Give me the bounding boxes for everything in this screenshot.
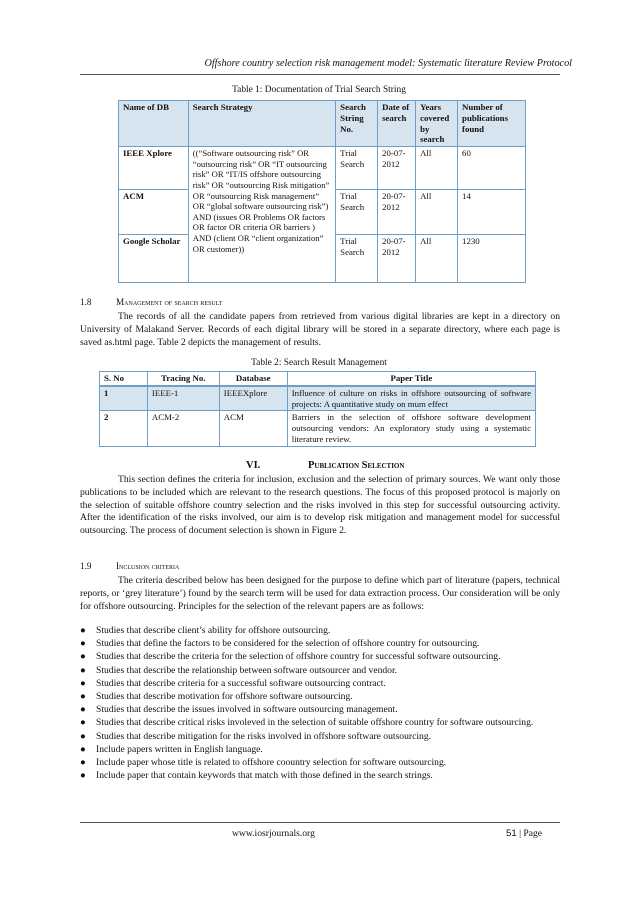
list-item: ● Include papers written in English language. [80,743,263,755]
list-item: ● Include paper that contain keywords that match with those defined in the search strings. [80,770,433,782]
table2-header-cell: Database [219,372,287,386]
page-number: 51 [506,828,517,839]
table2-header-cell: S. No [100,372,148,386]
table2-row [100,386,536,411]
search-string-cell: Trial Search [336,235,378,283]
section-title: Management of search result [116,297,223,307]
count-cell: 60 [458,147,526,190]
header-divider [80,74,560,75]
bullet-icon: ● [80,677,86,689]
list-item: ● Studies that describe motivation for offshore software outsourcing. [80,691,353,703]
years-cell: All [416,147,458,190]
paper-title-cell: Barriers in the selection of offshore software development outsourcing vendors: An exploratory study using a systematic literature review. [287,411,535,446]
table1-row [119,147,526,190]
date-cell: 20-07-2012 [378,147,416,190]
list-item: ● Studies that describe the issues involved in software outsourcing management. [80,704,398,716]
db-name-cell: ACM [119,190,189,235]
count-cell: 1230 [458,235,526,283]
db-name-cell: IEEE Xplore [119,147,189,190]
running-header: Offshore country selection risk management model: Systematic literature Review Protocol [204,58,572,69]
list-item: ● Include paper whose title is related to offshore coountry selection for software outsourcing. [80,757,447,769]
bullet-icon: ● [80,743,86,755]
section-number: VI. [246,460,261,471]
sno-cell: 2 [100,411,148,446]
count-cell: 14 [458,190,526,235]
date-cell: 20-07-2012 [378,190,416,235]
bullet-icon: ● [80,770,86,782]
database-cell: IEEEXplore [219,386,287,411]
years-cell: All [416,190,458,235]
section-title: Inclusion criteria [116,561,180,571]
inclusion-criteria-list [80,624,560,782]
list-item: ● Studies that describe the relationship between software outsourcer and vendor. [80,664,398,676]
bullet-icon: ● [80,757,86,769]
footer-divider [80,822,560,823]
table2-header-row [100,372,536,386]
search-result-table [99,371,536,447]
section-1-8-heading [80,297,223,307]
section-1-9-heading [80,561,179,571]
table1-header-cell: Search String No. [336,101,378,147]
page-label: | Page [519,828,543,839]
table1-header-cell: Years covered by search [416,101,458,147]
bullet-icon: ● [80,651,86,663]
trial-search-table [118,100,526,283]
section-1-8-paragraph [80,311,560,349]
section-1-9-paragraph [80,575,560,613]
years-cell: All [416,235,458,283]
table1-header-cell: Search Strategy [188,101,335,147]
bullet-icon: ● [80,730,86,742]
list-item: ● Studies that describe critical risks involeved in the selection of suitable offshore country for software outsourcing. [80,717,534,729]
list-item: ● Studies that describe client’s ability for offshore outsourcing. [80,625,331,636]
search-string-cell: Trial Search [336,190,378,235]
table2-caption: Table 2: Search Result Management [251,358,387,368]
db-name-cell: Google Scholar [119,235,189,283]
table2-row [100,411,536,446]
footer-url[interactable]: www.iosrjournals.org [232,828,315,839]
paper-title-cell: Influence of culture on risks in offshore outsourcing of software projects: A quantitative study on mum effect [287,386,535,411]
footer-page [506,828,542,839]
table1-header-cell: Name of DB [119,101,189,147]
section-number: 1.9 [80,561,92,571]
sno-cell: 1 [100,386,148,411]
table2-header-cell: Tracing No. [147,372,219,386]
section-number: 1.8 [80,297,92,307]
database-cell: ACM [219,411,287,446]
search-strategy-cell: ((“Software outsourcing risk” OR “outsourcing risk” OR “IT outsourcing risk” OR “IT/IS offshore outsourcing risk” OR “outsourcing Risk mitigation” OR “outsourcing Risk management” OR “global software outsourcing risk”) AND (issues OR Problems OR factors OR factor OR criteria OR barriers ) AND (client OR “client organization” OR customer)) [188,147,335,283]
section-vi-paragraph [80,474,560,538]
bullet-icon: ● [80,625,86,636]
bullet-icon: ● [80,691,86,703]
table1-header-cell: Date of search [378,101,416,147]
list-item: ● Studies that describe mitigation for the risks involved in offshore software outsourcing. [80,730,432,742]
list-item: ● Studies that describe criteria for a successful software outsourcing contract. [80,677,386,689]
paragraph-text: This section defines the criteria for inclusion, exclusion and the selection of primary sources. We want only those publications to be included which are relevant to the research questions. The focus of this proposed protocol is majorly on the selection of suitable offshore country selection and the risks involved in this step for successful outsourcing activity. After the identification of the risks involved, our aim is to develop risk mitigation and management model for successful outsourcing. The process of document selection is shown in Figure 2. [80,474,560,537]
table1-header-row [119,101,526,147]
list-item: ● Studies that define the factors to be considered for the selection of offshore country for outsourcing. [80,638,480,650]
list-item: ● Studies that describe the criteria for the selection of offshore country for successful software outsourcing. [80,651,501,663]
bullet-icon: ● [80,664,86,676]
table2-header-cell: Paper Title [287,372,535,386]
table1-caption: Table 1: Documentation of Trial Search String [232,85,406,95]
paragraph-text: The criteria described below has been designed for the purpose to define which part of literature (papers, technical reports, or ‘grey literature’) found by the search term will be used for data extraction process. Our consideration will be only for offshore outsourcing. Principles for the selection of the relevant papers are as follows: [80,575,560,612]
section-vi-heading [246,460,404,471]
search-string-cell: Trial Search [336,147,378,190]
bullet-icon: ● [80,704,86,716]
date-cell: 20-07-2012 [378,235,416,283]
bullet-icon: ● [80,717,86,729]
tracing-cell: ACM-2 [147,411,219,446]
table1-header-cell: Number of publications found [458,101,526,147]
tracing-cell: IEEE-1 [147,386,219,411]
bullet-icon: ● [80,638,86,650]
paragraph-text: The records of all the candidate papers from retrieved from various digital libraries are kept in a directory on University of Malakand Server. Records of each digital library will be stored in a separate directory, where each page is saved as.html page. Table 2 depicts the management of results. [80,311,560,348]
section-title: Publication Selection [308,460,405,471]
